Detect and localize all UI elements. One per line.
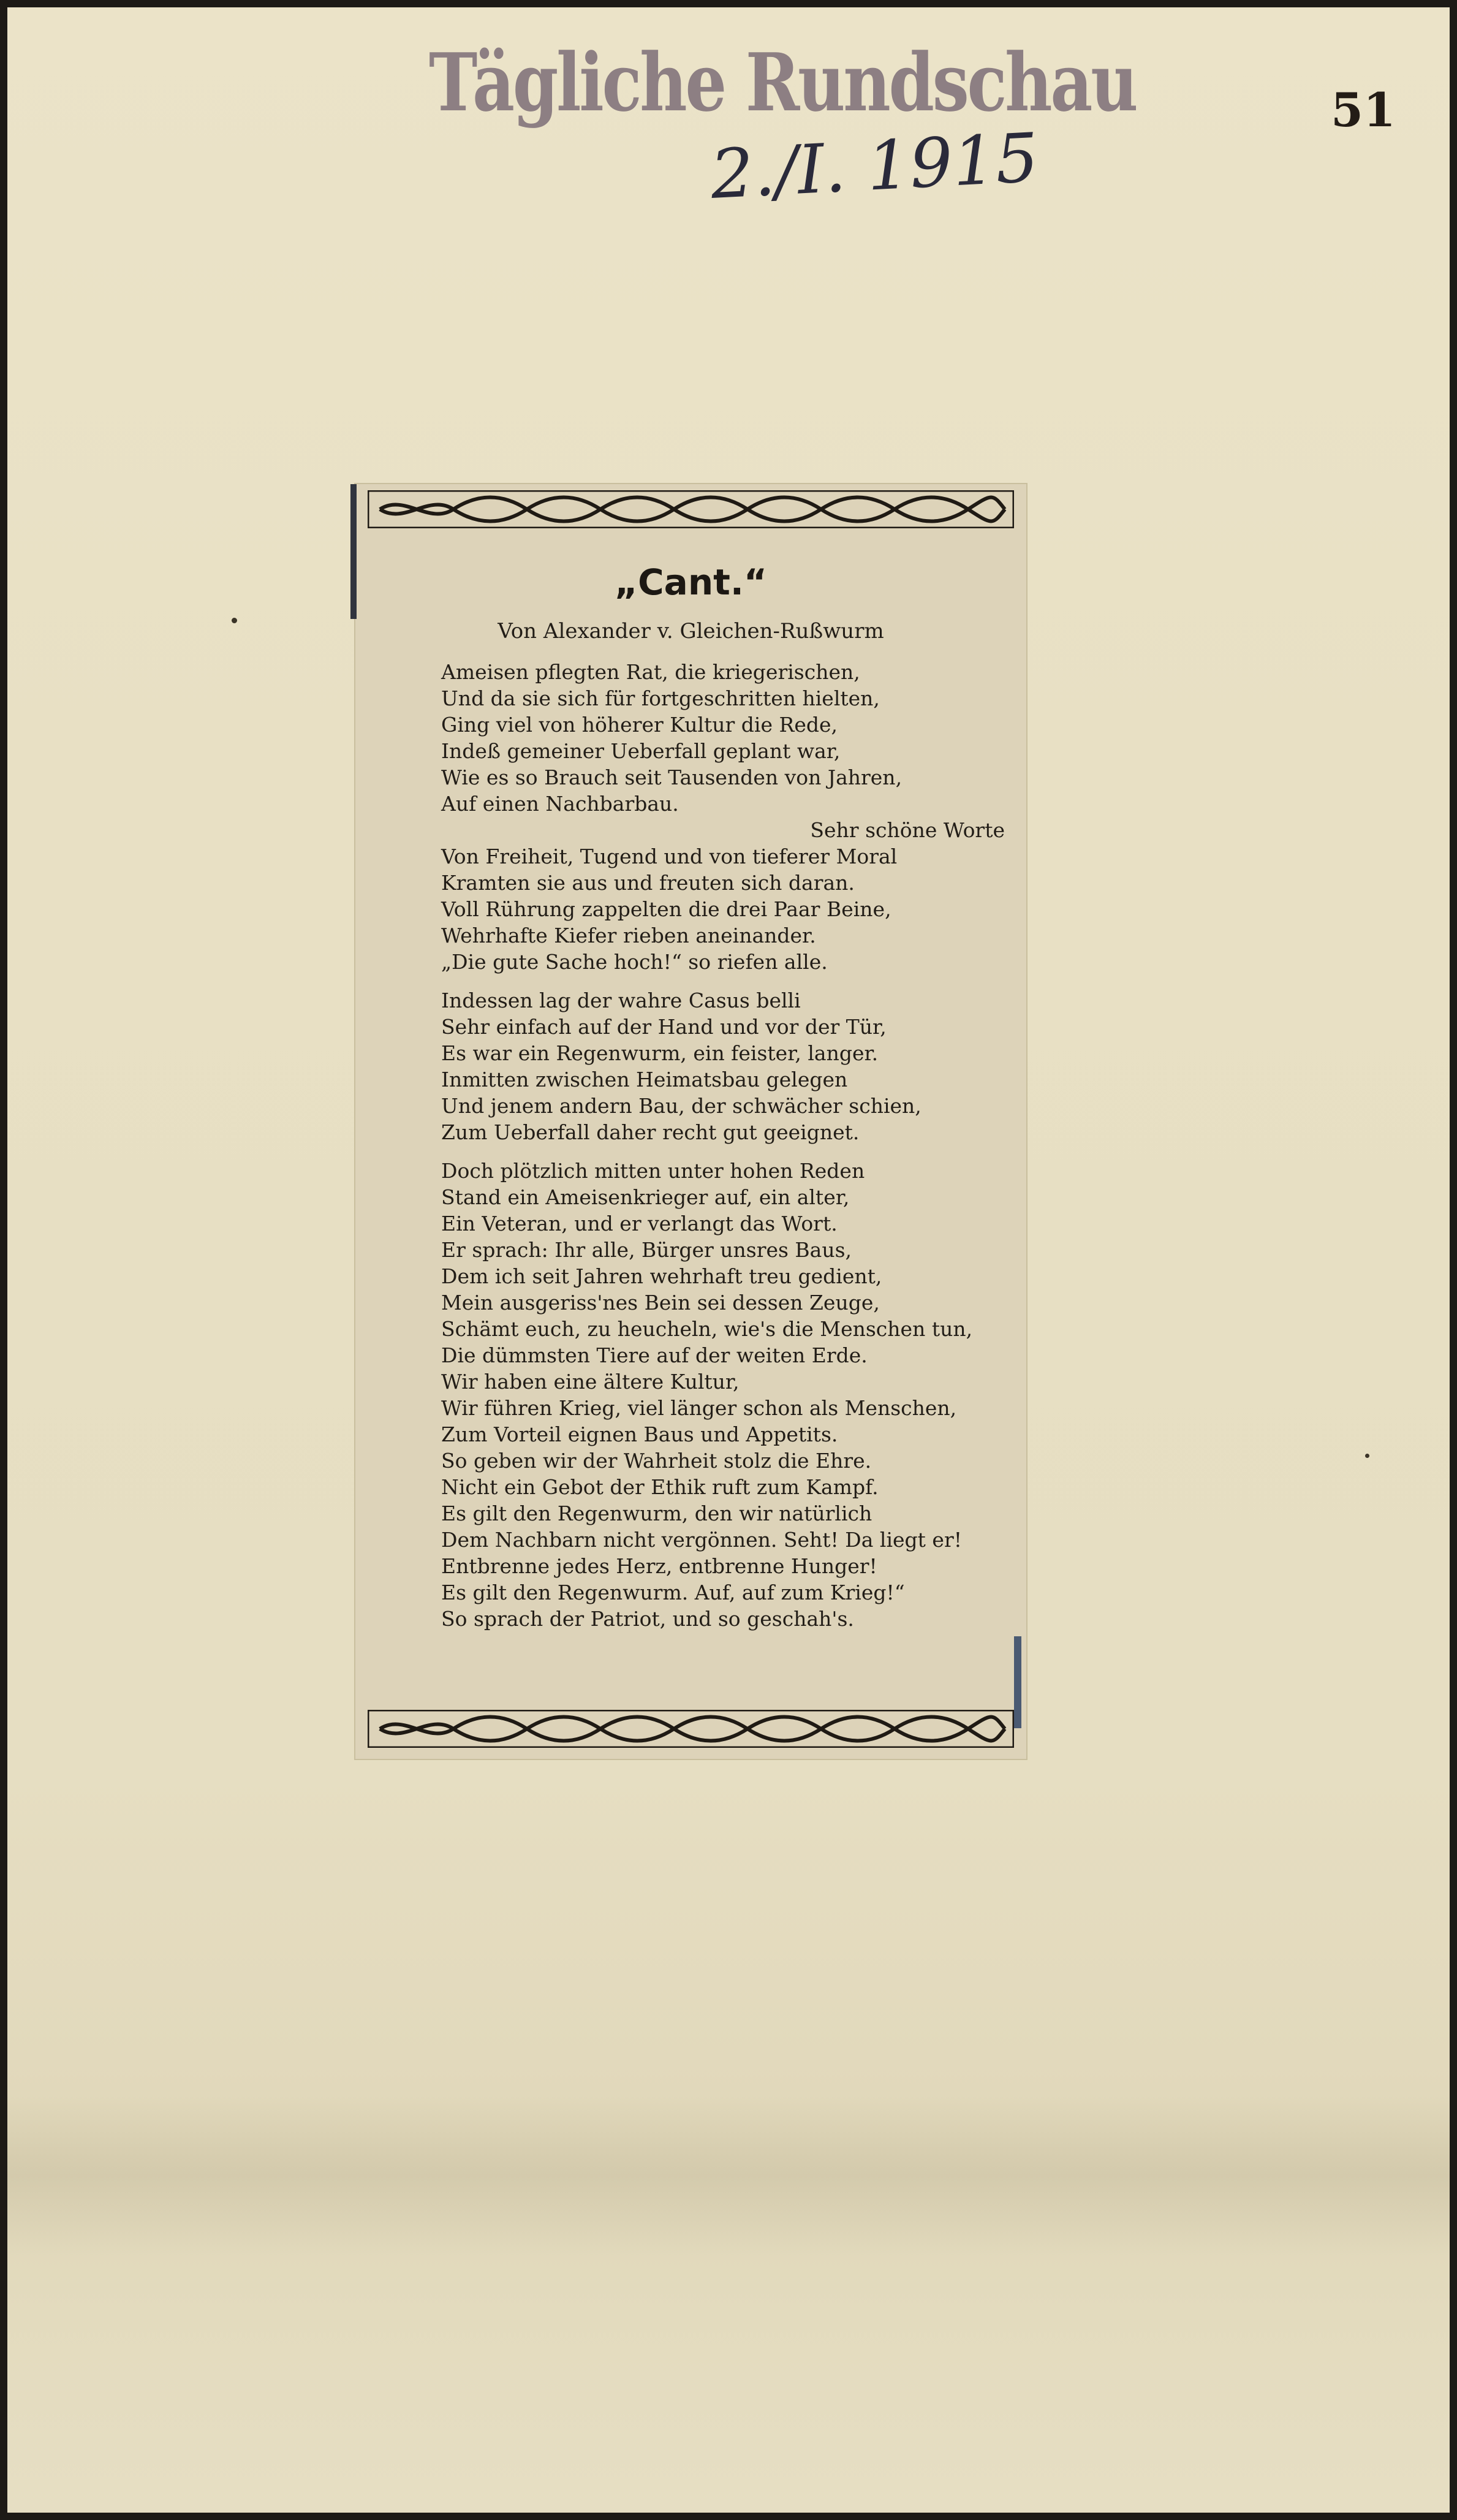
ornament-border-top-icon	[368, 490, 1014, 528]
poem-line: Und da sie sich für fortgeschritten hielten,	[441, 686, 880, 710]
poem-line: Kramten sie aus und freuten sich daran.	[441, 871, 855, 895]
poem-line: Sehr einfach auf der Hand und vor der Tür,	[441, 1015, 887, 1039]
poem-line: Indessen lag der wahre Casus belli	[441, 989, 801, 1012]
paper-speck	[1365, 1454, 1369, 1458]
poem-line: Stand ein Ameisenkrieger auf, ein alter,	[441, 1185, 850, 1209]
newspaper-stamp: Tägliche Rundschau	[429, 36, 1137, 129]
poem-line: Voll Rührung zappelten die drei Paar Beine,	[441, 897, 891, 921]
poem-line: Ameisen pflegten Rat, die kriegerischen,	[441, 660, 860, 684]
poem-line: Doch plötzlich mitten unter hohen Reden	[441, 1159, 865, 1183]
poem-byline: Von Alexander v. Gleichen-Rußwurm	[498, 619, 884, 643]
poem-line: Wir haben eine ältere Kultur,	[441, 1370, 740, 1394]
paper-speck	[232, 618, 237, 623]
poem-line: Wehrhafte Kiefer rieben aneinander.	[441, 924, 816, 947]
poem-line: Es gilt den Regenwurm. Auf, auf zum Krieg!“	[441, 1581, 905, 1604]
page-number: 51	[1331, 83, 1396, 137]
poem-line: Ging viel von höherer Kultur die Rede,	[441, 713, 838, 737]
ornament-border-bottom-icon	[368, 1710, 1014, 1748]
poem-line: Von Freiheit, Tugend und von tieferer Moral	[441, 844, 898, 868]
poem-line: So sprach der Patriot, und so geschah's.	[441, 1607, 854, 1631]
poem-line: Indeß gemeiner Ueberfall geplant war,	[441, 739, 841, 763]
poem-title: „Cant.“	[615, 561, 767, 603]
stanza	[441, 659, 1017, 975]
poem-line: Zum Vorteil eignen Baus und Appetits.	[441, 1422, 838, 1446]
poem-line: Dem ich seit Jahren wehrhaft treu gedient,	[441, 1264, 882, 1288]
poem-line: Auf einen Nachbarbau.	[441, 792, 679, 816]
poem-line: Wie es so Brauch seit Tausenden von Jahren,	[441, 765, 903, 789]
poem-line: So geben wir der Wahrheit stolz die Ehre.	[441, 1449, 872, 1473]
poem-line: Entbrenne jedes Herz, entbrenne Hunger!	[441, 1554, 877, 1578]
poem-line: Dem Nachbarn nicht vergönnen. Seht! Da liegt er!	[441, 1528, 962, 1552]
poem-line: Nicht ein Gebot der Ethik ruft zum Kampf.	[441, 1475, 879, 1499]
poem-line: Sehr schöne Worte	[810, 818, 1005, 842]
poem-line: „Die gute Sache hoch!“ so riefen alle.	[441, 950, 828, 974]
poem-body	[441, 659, 1017, 1676]
poem-line: Er sprach: Ihr alle, Bürger unsres Baus,	[441, 1238, 852, 1262]
poem-line: Und jenem andern Bau, der schwächer schien,	[441, 1094, 922, 1118]
poem-line: Mein ausgeriss'nes Bein sei dessen Zeuge,	[441, 1291, 880, 1315]
paper-fold-shadow	[7, 2096, 1450, 2255]
poem-line: Wir führen Krieg, viel länger schon als Menschen,	[441, 1396, 957, 1420]
poem-line: Es gilt den Regenwurm, den wir natürlich	[441, 1501, 872, 1525]
poem-line: Inmitten zwischen Heimatsbau gelegen	[441, 1068, 848, 1091]
stanza	[441, 1158, 1017, 1632]
poem-line: Schämt euch, zu heucheln, wie's die Menschen tun,	[441, 1317, 973, 1341]
handwritten-date: 2./I. 1915	[708, 118, 1040, 214]
poem-line: Zum Ueberfall daher recht gut geeignet.	[441, 1120, 860, 1144]
poem-line: Die dümmsten Tiere auf der weiten Erde.	[441, 1343, 868, 1367]
poem-line: Ein Veteran, und er verlangt das Wort.	[441, 1212, 838, 1235]
clipping-edge-shadow	[350, 484, 357, 619]
stanza	[441, 987, 1017, 1145]
poem-line: Es war ein Regenwurm, ein feister, langer.	[441, 1041, 879, 1065]
